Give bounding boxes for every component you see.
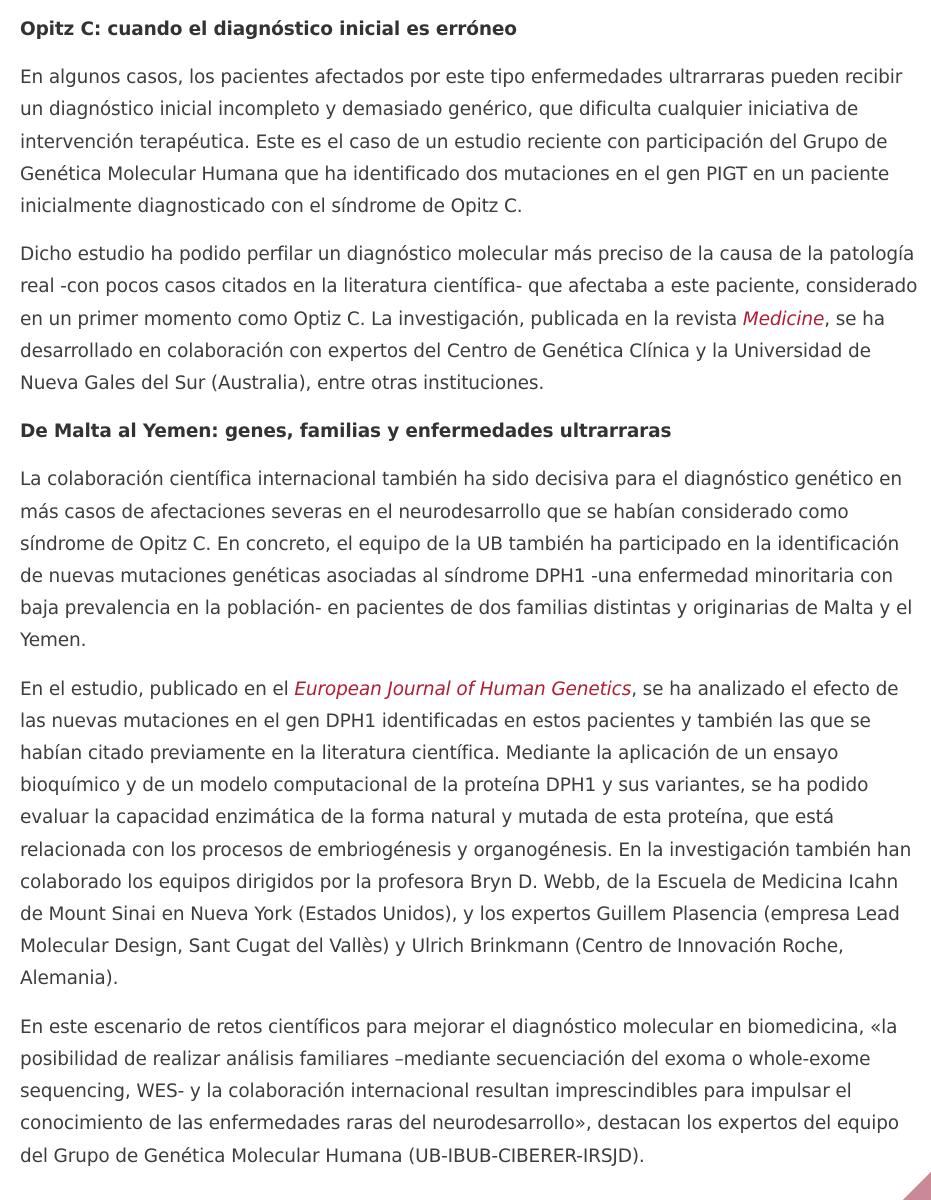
european-journal-link[interactable]: European Journal of Human Genetics — [294, 678, 632, 700]
paragraph-diagnostico-inicial: En algunos casos, los pacientes afectados por este tipo enfermedades ultrarraras pueden recibir un diagnóstico inicial incompleto y demasiado genérico, que dificulta cualquier iniciativa de intervención terapéutica. Este es el caso de un estudio reciente con participación del Grupo de Genética Molecular Humana que ha identificado dos mutaciones en el gen PIGT en un paciente inicialmente diagnosticado con el síndrome de Opitz C. — [20, 67, 903, 218]
paragraph-diagnostico-molecular — [20, 239, 920, 400]
paragraph-text-before-link: En el estudio, publicado en el — [20, 678, 295, 700]
medicine-journal-link[interactable]: Medicine — [742, 308, 825, 330]
paragraph-text-after-link: , se ha desarrollado en colaboración con expertos del Centro de Genética Clínica y la Universidad de Nueva Gales del Sur (Australia), entre otras instituciones. — [20, 308, 885, 395]
section-heading-opitz: Opitz C: cuando el diagnóstico inicial es erróneo — [20, 19, 517, 40]
paragraph-estudio-ejhg — [20, 674, 920, 996]
paragraph-text-before-link: Dicho estudio ha podido perfilar un diagnóstico molecular más preciso de la causa de la patología real -con pocos casos citados en la literatura científica- que afectaba a este paciente, considerado en un primer momento como Optiz C. La investigación, publicada en la revista — [20, 244, 918, 330]
paragraph-text-after-link: , se ha analizado el efecto de las nuevas mutaciones en el gen DPH1 identificadas en estos pacientes y también las que se habían citado previamente en la literatura científica. Mediante la aplicación de un ensayo bioquímico y de un modelo computacional de la proteína DPH1 y sus variantes, se ha podido evaluar la capacidad enzimática de la forma natural y mutada de esta proteína, que está relacionada con los procesos de embriogénesis y organogénesis. En la investigación también han colaborado los equipos dirigidos por la profesora Bryn D. Webb, de la Escuela de Medicina Icahn de Mount Sinai en Nueva York (Estados Unidos), y los expertos Guillem Plasencia (empresa Lead Molecular Design, Sant Cugat del Vallès) y Ulrich Brinkmann (Centro de Innovación Roche, Alemania). — [20, 678, 912, 990]
section-heading-malta-yemen: De Malta al Yemen: genes, familias y enfermedades ultrarraras — [20, 421, 672, 443]
article-body — [20, 14, 920, 1189]
paragraph-escenario-retos: En este escenario de retos científicos para mejorar el diagnóstico molecular en biomedicina, «la posibilidad de realizar análisis familiares –mediante secuenciación del exoma o whole-exome sequencing, WES- y la colaboración internacional resultan imprescindibles para impulsar el conocimiento de las enfermedades raras del neurodesarrollo», destacan los expertos del equipo del Grupo de Genética Molecular Humana (UB-IBUB-CIBERER-IRSJD). — [20, 1016, 899, 1167]
paragraph-colaboracion-internacional: La colaboración científica internacional también ha sido decisiva para el diagnóstico genético en más casos de afectaciones severas en el neurodesarrollo que se habían considerado como síndrome de Opitz C. En concreto, el equipo de la UB también ha participado en la identificación de nuevas mutaciones genéticas asociadas al síndrome DPH1 -una enfermedad minoritaria con baja prevalencia en la población- en pacientes de dos familias distintas y originarias de Malta y el Yemen. — [20, 469, 913, 652]
corner-fold-icon — [903, 1172, 931, 1200]
